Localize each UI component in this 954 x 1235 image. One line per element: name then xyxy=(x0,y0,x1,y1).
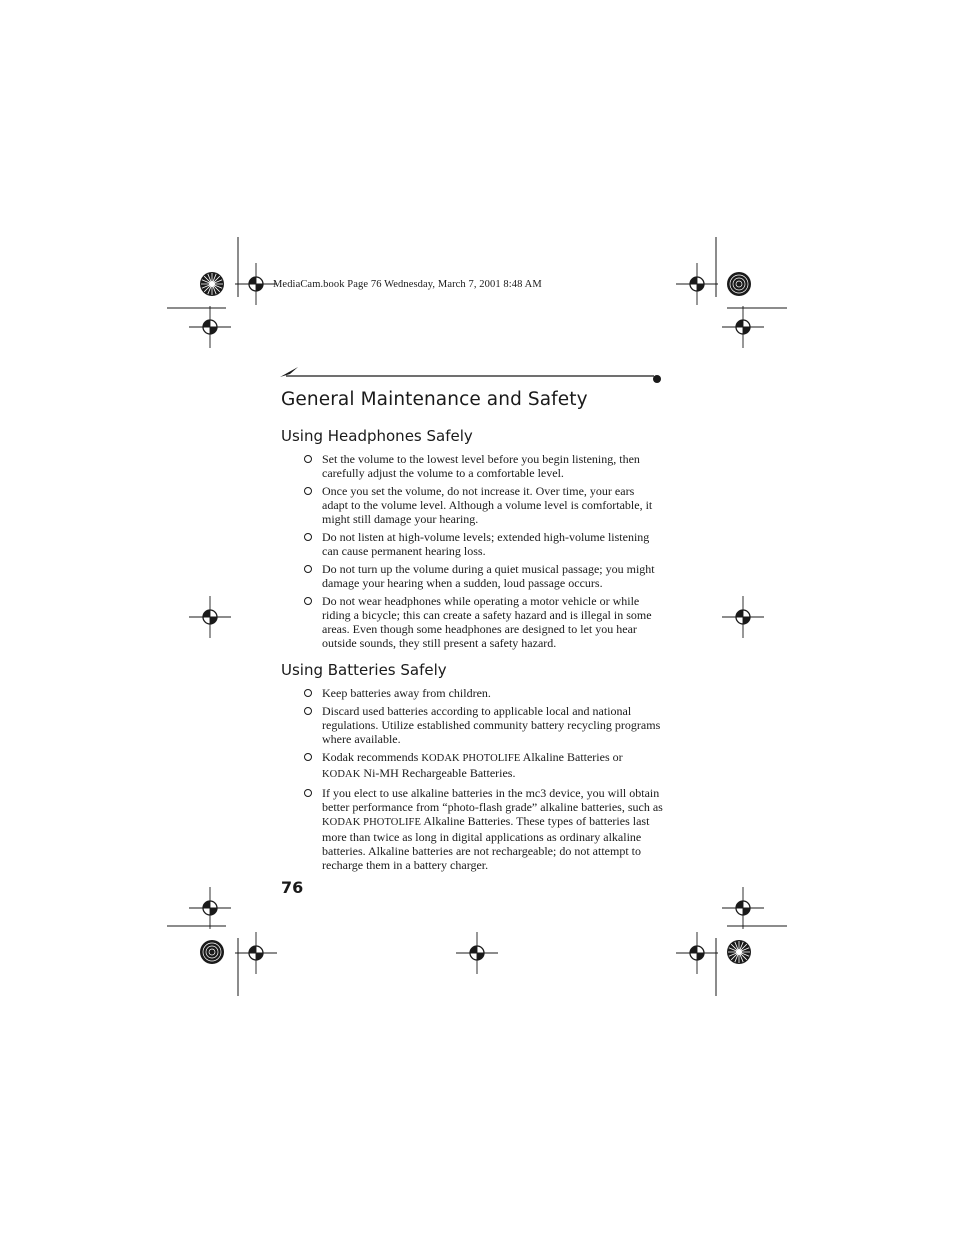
list-item xyxy=(303,484,663,526)
list-item-text: Discard used batteries according to applicable local and national regulations. Utilize established community battery recycling programs where available. xyxy=(322,704,661,746)
brand-name: KODAK PHOTOLIFE xyxy=(421,753,521,764)
list-item-text: Do not turn up the volume during a quiet musical passage; you might damage your hearing when a sudden, loud passage occurs. xyxy=(322,562,655,590)
bullet-circle-icon xyxy=(304,689,312,697)
list-item-text: Set the volume to the lowest level before you begin listening, then carefully adjust the volume to a comfortable level. xyxy=(322,452,640,480)
list-item xyxy=(303,750,663,782)
batteries-list xyxy=(303,686,663,876)
list-item xyxy=(303,686,663,700)
brand-name: KODAK xyxy=(322,769,361,780)
text-run: Alkaline Batteries. These types of batteries last more than twice as long in digital applications as ordinary alkaline batteries. Alkaline batteries are not rechargeable; do not attempt to recharge them in a battery charger. xyxy=(322,814,650,872)
list-item-text: Keep batteries away from children. xyxy=(322,686,491,700)
chapter-title: General Maintenance and Safety xyxy=(281,389,588,410)
list-item xyxy=(303,452,663,480)
list-item-text: Do not wear headphones while operating a motor vehicle or while riding a bicycle; this can create a safety hazard and is illegal in some areas. Even though some headphones are designed to let you hear outside sounds, they still present a safety hazard. xyxy=(322,594,652,650)
list-item-text: Do not listen at high-volume levels; extended high-volume listening can cause permanent hearing loss. xyxy=(322,530,650,558)
batteries-section-title: Using Batteries Safely xyxy=(281,661,447,679)
text-run: Kodak recommends xyxy=(322,750,422,764)
headphones-list xyxy=(303,452,663,654)
print-file-header: MediaCam.book Page 76 Wednesday, March 7, 2001 8:48 AM xyxy=(273,279,542,290)
bullet-circle-icon xyxy=(304,455,312,463)
list-item xyxy=(303,594,663,650)
bullet-circle-icon xyxy=(304,533,312,541)
headphones-section-title: Using Headphones Safely xyxy=(281,427,473,445)
list-item xyxy=(303,704,663,746)
list-item-text: Once you set the volume, do not increase it. Over time, your ears adapt to the volume level. Although a volume level is comfortable, it might still damage your hearing. xyxy=(322,484,653,526)
list-item xyxy=(303,562,663,590)
bullet-circle-icon xyxy=(304,753,312,761)
text-run: If you elect to use alkaline batteries in the mc3 device, you will obtain better performance from “photo-flash grade” alkaline batteries, such as xyxy=(322,786,663,814)
bullet-circle-icon xyxy=(304,565,312,573)
list-item-text xyxy=(322,786,663,872)
list-item-text xyxy=(322,750,623,780)
bullet-circle-icon xyxy=(304,597,312,605)
page-number: 76 xyxy=(281,878,304,897)
text-run: Ni-MH Rechargeable Batteries. xyxy=(360,766,516,780)
bullet-circle-icon xyxy=(304,707,312,715)
text-run: Alkaline Batteries or xyxy=(520,750,623,764)
bullet-circle-icon xyxy=(304,789,312,797)
chapter-rule xyxy=(280,364,664,384)
brand-name: KODAK PHOTOLIFE xyxy=(322,817,422,828)
list-item xyxy=(303,786,663,872)
bullet-circle-icon xyxy=(304,487,312,495)
list-item xyxy=(303,530,663,558)
